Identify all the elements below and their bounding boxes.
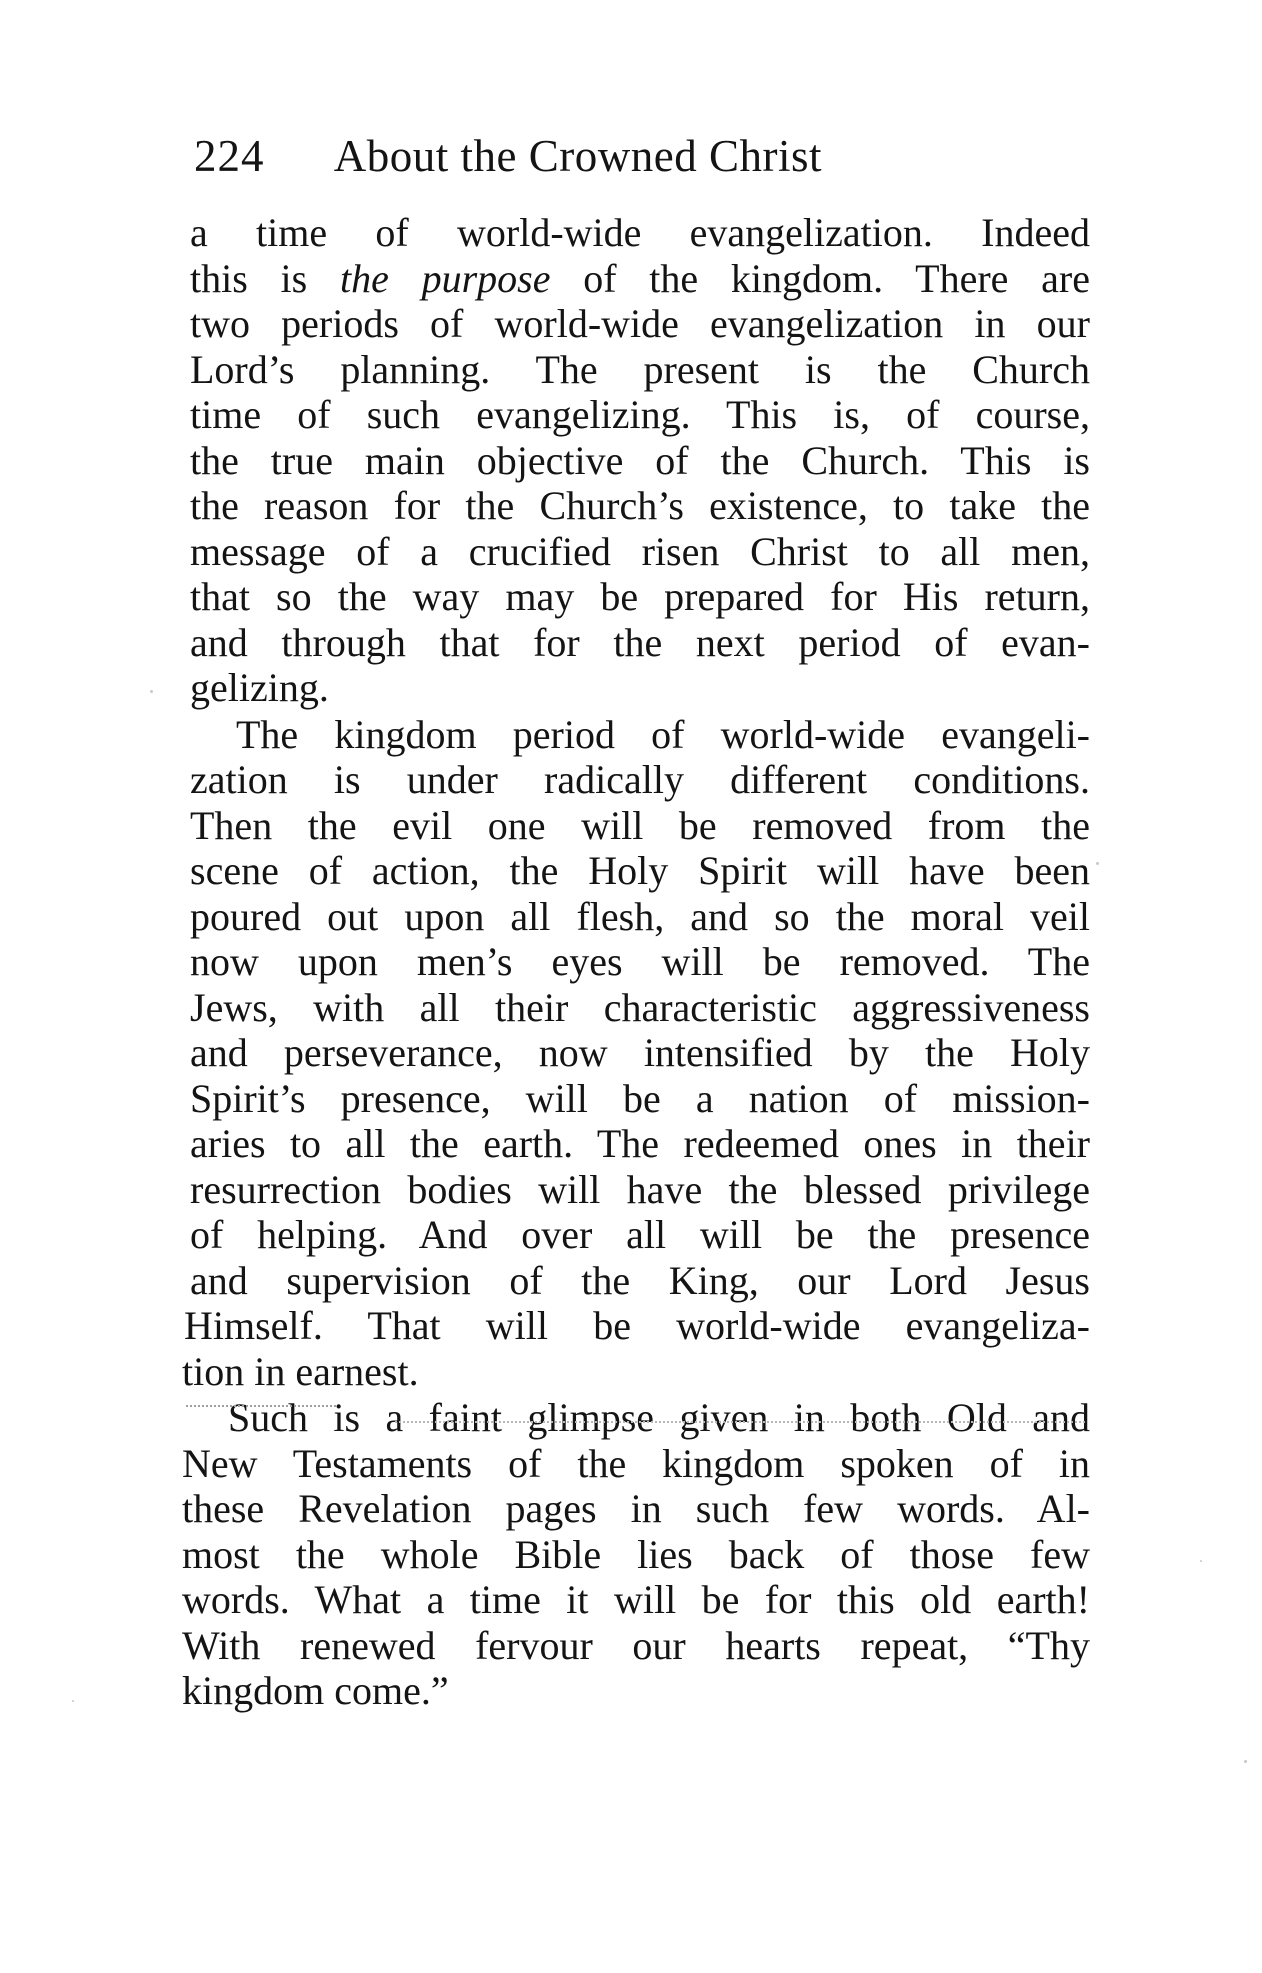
- scan-speck: [150, 690, 153, 693]
- text-line: time of such evangelizing. This is, of course,: [190, 392, 1090, 437]
- text-line: the true main objective of the Church. This is: [190, 437, 1090, 483]
- scan-speck: [1244, 1760, 1247, 1763]
- text-line: Jews, with all their characteristic aggressiveness: [190, 984, 1090, 1030]
- text-line: and perseverance, now intensified by the Holy: [190, 1030, 1090, 1075]
- text-line: message of a crucified risen Christ to all men,: [190, 528, 1090, 574]
- text-line: and supervision of the King, our Lord Jesus: [190, 1257, 1090, 1303]
- text-line: resurrection bodies will have the blessed privilege: [190, 1166, 1090, 1212]
- text-line: The kingdom period of world-wide evangeli-: [236, 711, 1090, 757]
- text-line: tion in earnest.: [182, 1348, 419, 1394]
- text-line: scene of action, the Holy Spirit will have been: [190, 848, 1090, 893]
- text-line: aries to all the earth. The redeemed ones in their: [190, 1121, 1090, 1166]
- text-line: words. What a time it will be for this old earth!: [182, 1577, 1090, 1622]
- scan-speck: [1096, 862, 1099, 865]
- text-line: these Revelation pages in such few words. Al-: [182, 1486, 1090, 1531]
- text-line: two periods of world-wide evangelization in our: [190, 301, 1090, 346]
- text-line: now upon men’s eyes will be removed. The: [190, 939, 1090, 984]
- text-line: Spirit’s presence, will be a nation of mission-: [190, 1075, 1090, 1121]
- text-line: Then the evil one will be removed from the: [190, 802, 1090, 848]
- running-title: About the Crowned Christ: [333, 131, 822, 181]
- scan-speck: [72, 1700, 74, 1702]
- text-line: and through that for the next period of evan-: [190, 619, 1090, 665]
- emphasis-text: the purpose: [339, 255, 551, 301]
- body-text: [182, 210, 1090, 1714]
- text-run: this is: [190, 255, 340, 301]
- scan-speck: [1200, 1560, 1202, 1562]
- text-line: poured out upon all flesh, and so the moral veil: [190, 893, 1090, 939]
- text-line: [190, 256, 1090, 302]
- text-line: zation is under radically different conditions.: [190, 757, 1090, 802]
- text-line: With renewed fervour our hearts repeat, “Thy: [182, 1622, 1090, 1668]
- text-line: that so the way may be prepared for His return,: [190, 574, 1090, 619]
- text-line: Lord’s planning. The present is the Church: [190, 346, 1090, 392]
- text-line: most the whole Bible lies back of those few: [182, 1531, 1090, 1577]
- scan-artifact-dotted-line: [395, 1419, 1085, 1423]
- text-line: gelizing.: [190, 665, 329, 710]
- text-line: the reason for the Church’s existence, to take the: [190, 483, 1090, 528]
- scan-artifact-mark: [186, 1403, 336, 1407]
- text-line: New Testaments of the kingdom spoken of in: [182, 1440, 1090, 1486]
- text-line: kingdom come.”: [182, 1668, 449, 1713]
- page-number: 224: [194, 131, 265, 181]
- text-run: of the kingdom. There are: [550, 255, 1090, 301]
- text-line: Such is a faint glimpse given in both Old and: [228, 1395, 1090, 1440]
- text-line: of helping. And over all will be the presence: [190, 1212, 1090, 1257]
- text-line: a time of world-wide evangelization. Indeed: [190, 210, 1090, 255]
- page-header: [194, 126, 1094, 186]
- text-line: Himself. That will be world-wide evangeliza-: [184, 1303, 1090, 1348]
